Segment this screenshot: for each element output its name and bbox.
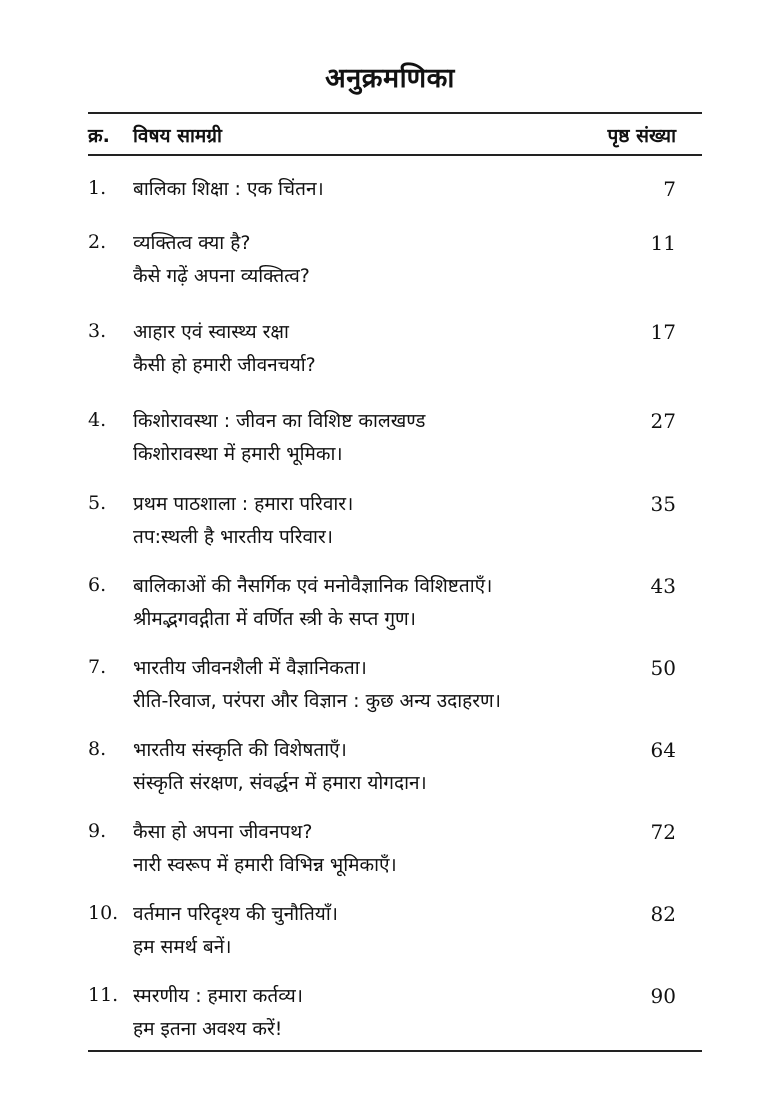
page-title: अनुक्रमणिका (325, 63, 455, 94)
entry-subtitle: हम इतना अवश्य करें! (133, 1018, 283, 1040)
entry-title: भारतीय जीवनशैली में वैज्ञानिकता। (133, 657, 367, 679)
entry-subtitle: हम समर्थ बनें। (133, 936, 232, 958)
entry-number: 3. (88, 320, 107, 342)
entry-page: 64 (650, 738, 676, 762)
entry-title: बालिकाओं की नैसर्गिक एवं मनोवैज्ञानिक विशिष्टताएँ। (133, 575, 493, 597)
entry-page: 11 (650, 231, 676, 255)
entry-title: बालिका शिक्षा : एक चिंतन। (133, 178, 324, 200)
entry-page: 82 (650, 902, 676, 926)
entry-page: 7 (663, 177, 676, 201)
entry-subtitle: कैसी हो हमारी जीवनचर्या? (133, 354, 316, 376)
entry-subtitle: संस्कृति संरक्षण, संवर्द्धन में हमारा योगदान। (133, 772, 427, 794)
entry-subtitle: किशोरावस्था में हमारी भूमिका। (133, 443, 343, 465)
entry-subtitle: रीति-रिवाज, परंपरा और विज्ञान : कुछ अन्य उदाहरण। (133, 690, 501, 712)
entry-number: 8. (88, 738, 107, 760)
top-rule (88, 112, 702, 114)
entry-number: 1. (88, 177, 107, 199)
table-header (88, 120, 676, 150)
entry-number: 10. (88, 902, 119, 924)
entry-number: 5. (88, 492, 107, 514)
entry-title: भारतीय संस्कृति की विशेषताएँ। (133, 739, 347, 761)
entry-title: प्रथम पाठशाला : हमारा परिवार। (133, 493, 354, 515)
entry-title: वर्तमान परिदृश्य की चुनौतियाँ। (133, 903, 338, 925)
entry-page: 43 (650, 574, 676, 598)
entry-subtitle: नारी स्वरूप में हमारी विभिन्न भूमिकाएँ। (133, 854, 397, 876)
entry-number: 4. (88, 409, 107, 431)
entry-page: 50 (650, 656, 676, 680)
entry-title: किशोरावस्था : जीवन का विशिष्ट कालखण्ड (133, 410, 426, 432)
entry-number: 2. (88, 231, 107, 253)
entry-title: व्यक्तित्व क्या है? (133, 232, 251, 254)
entry-number: 11. (88, 984, 119, 1006)
entry-title: स्मरणीय : हमारा कर्तव्य। (133, 985, 303, 1007)
header-page-number: पृष्ठ संख्या (607, 125, 676, 147)
header-subject: विषय सामग्री (133, 125, 222, 147)
entry-number: 7. (88, 656, 107, 678)
entry-title: कैसा हो अपना जीवनपथ? (133, 821, 313, 843)
entry-subtitle: श्रीमद्भगवद्गीता में वर्णित स्त्री के सप्त गुण। (133, 608, 416, 630)
entry-page: 27 (650, 409, 676, 433)
entry-subtitle: तप:स्थली है भारतीय परिवार। (133, 526, 333, 548)
entry-subtitle: कैसे गढ़ें अपना व्यक्तित्व? (133, 265, 310, 287)
header-number: क्र. (88, 125, 110, 147)
entry-title: आहार एवं स्वास्थ्य रक्षा (133, 321, 289, 343)
entry-number: 9. (88, 820, 107, 842)
bottom-rule (88, 1050, 702, 1052)
header-rule (88, 154, 702, 156)
entry-number: 6. (88, 574, 107, 596)
entry-page: 90 (650, 984, 676, 1008)
entry-page: 72 (650, 820, 676, 844)
entry-page: 35 (650, 492, 676, 516)
entry-page: 17 (650, 320, 676, 344)
